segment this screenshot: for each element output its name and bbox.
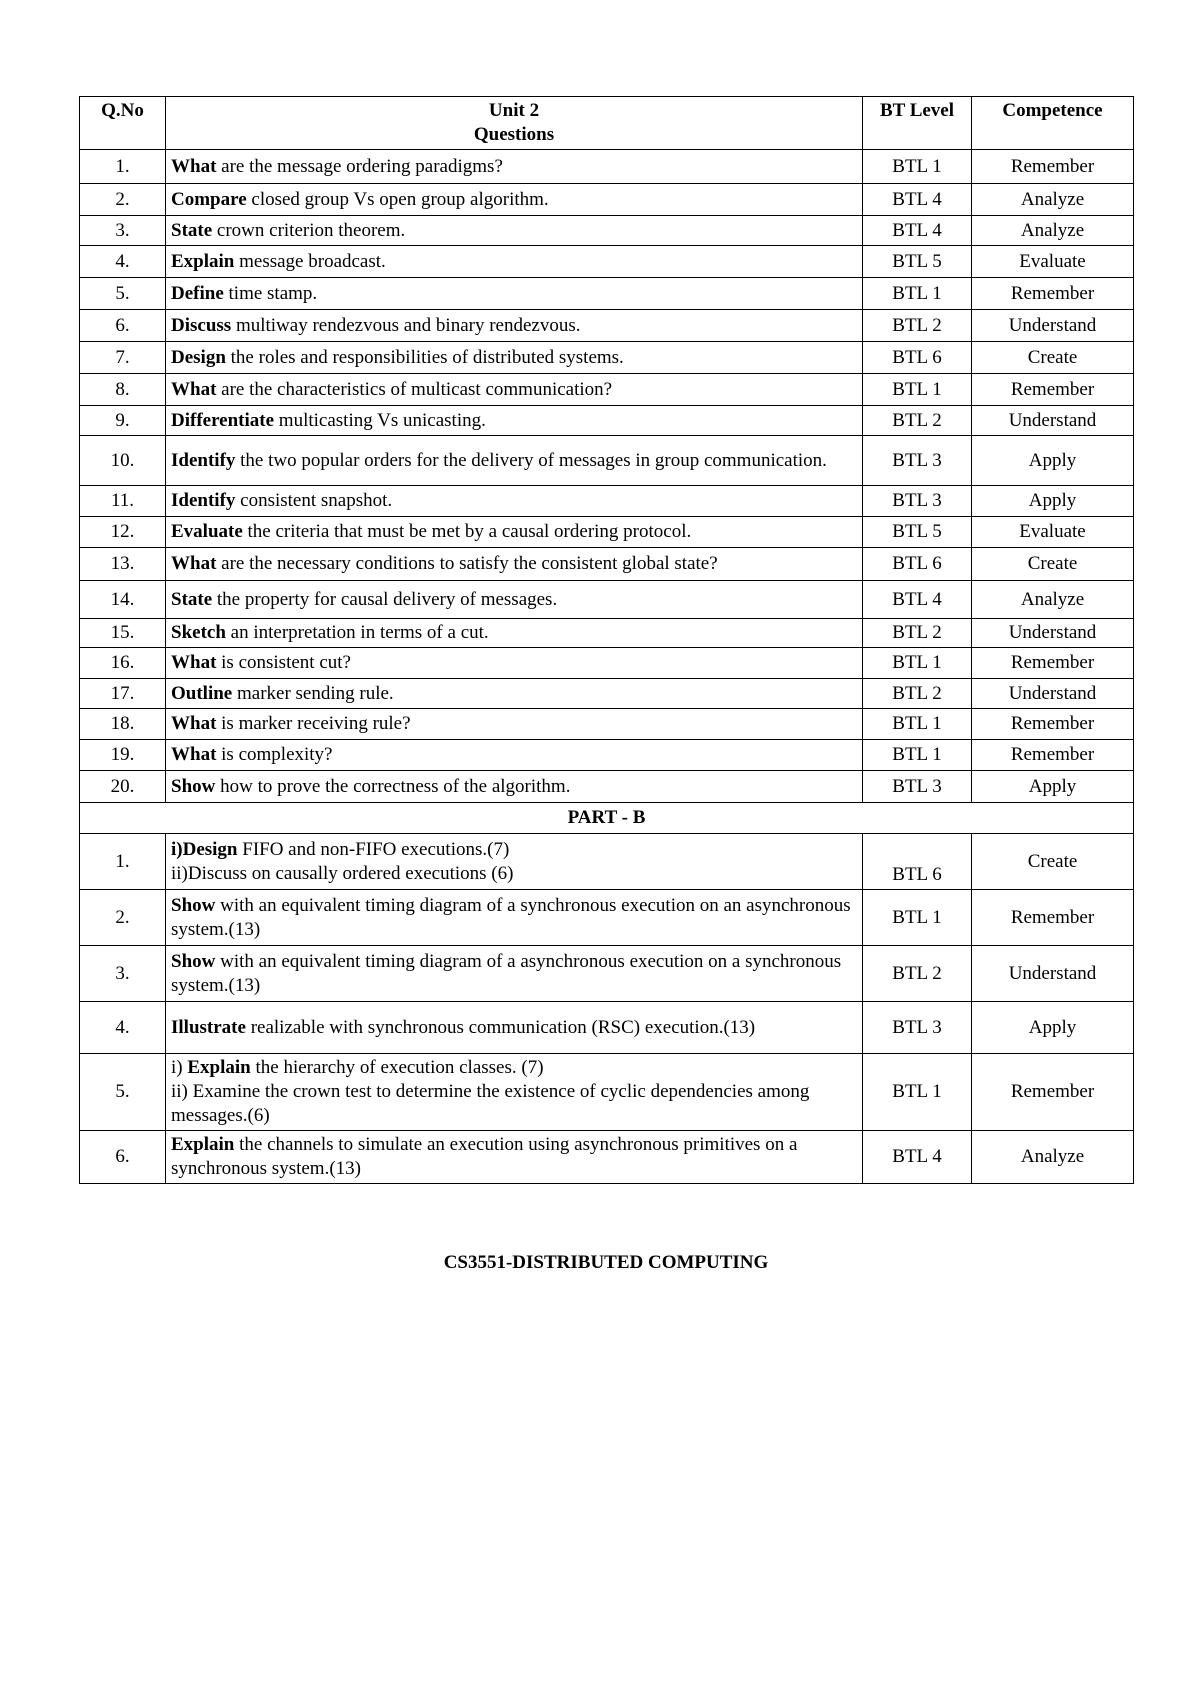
question-body: ii) Examine the crown test to determine the existence of cyclic dependencies among messages.(6)	[171, 1081, 810, 1126]
question-body: message broadcast.	[234, 250, 386, 272]
question-verb: What	[171, 155, 217, 177]
question-number: 6.	[80, 310, 166, 342]
question-number: 12.	[80, 517, 166, 548]
bt-level: BTL 5	[863, 517, 972, 548]
bt-level: BTL 6	[863, 834, 972, 890]
question-verb: Identify	[171, 490, 236, 511]
question-text	[166, 517, 863, 548]
bt-level: BTL 3	[863, 486, 972, 517]
question-text	[166, 1131, 863, 1184]
question-verb: Outline	[171, 682, 233, 704]
table-header-row	[80, 97, 1134, 150]
bt-level: BTL 1	[863, 740, 972, 771]
table-row	[80, 1054, 1134, 1131]
question-body: marker sending rule.	[232, 682, 394, 704]
question-number: 17.	[80, 679, 166, 709]
question-text	[166, 771, 863, 803]
question-text	[166, 740, 863, 771]
table-row	[80, 740, 1134, 771]
question-verb: Explain	[171, 1134, 235, 1155]
question-text	[166, 486, 863, 517]
table-row	[80, 548, 1134, 581]
question-body: the property for causal delivery of messages.	[212, 588, 558, 610]
competence: Analyze	[972, 581, 1134, 619]
table-row	[80, 581, 1134, 619]
question-number: 15.	[80, 619, 166, 648]
bt-level: BTL 2	[863, 619, 972, 648]
question-text	[166, 709, 863, 740]
question-prefix: i)	[171, 1057, 188, 1078]
table-row	[80, 619, 1134, 648]
competence: Apply	[972, 771, 1134, 803]
question-verb: What	[171, 553, 217, 574]
question-number: 9.	[80, 406, 166, 436]
table-row	[80, 517, 1134, 548]
question-number: 2.	[80, 890, 166, 946]
question-number: 5.	[80, 278, 166, 310]
question-text	[166, 648, 863, 679]
question-number: 6.	[80, 1131, 166, 1184]
question-text	[166, 581, 863, 619]
question-text	[166, 548, 863, 581]
competence: Understand	[972, 946, 1134, 1002]
table-row	[80, 216, 1134, 246]
question-body: realizable with synchronous communication (RSC) execution.(13)	[245, 1016, 756, 1038]
table-row	[80, 150, 1134, 184]
competence: Understand	[972, 679, 1134, 709]
question-verb: i)Design	[171, 838, 238, 860]
bt-level: BTL 2	[863, 406, 972, 436]
question-number: 1.	[80, 834, 166, 890]
question-verb: What	[171, 713, 217, 734]
table-row	[80, 834, 1134, 890]
question-text	[166, 619, 863, 648]
table-row	[80, 679, 1134, 709]
question-body: the criteria that must be met by a causal ordering protocol.	[242, 521, 692, 542]
question-body: multicasting Vs unicasting.	[274, 409, 486, 431]
question-body: crown criterion theorem.	[212, 219, 406, 241]
competence: Remember	[972, 709, 1134, 740]
part-a-body	[80, 150, 1134, 803]
competence: Remember	[972, 278, 1134, 310]
competence: Analyze	[972, 216, 1134, 246]
question-number: 8.	[80, 374, 166, 406]
question-text	[166, 216, 863, 246]
table-row	[80, 771, 1134, 803]
bt-level: BTL 1	[863, 374, 972, 406]
table-row	[80, 436, 1134, 486]
question-text	[166, 1054, 863, 1131]
question-verb: Identify	[171, 449, 236, 471]
part-b-body	[80, 834, 1134, 1184]
question-text	[166, 406, 863, 436]
question-text	[166, 890, 863, 946]
bt-level: BTL 1	[863, 278, 972, 310]
question-verb: Show	[171, 894, 216, 916]
question-number: 5.	[80, 1054, 166, 1131]
bt-level: BTL 6	[863, 548, 972, 581]
bt-level: BTL 3	[863, 436, 972, 486]
question-verb: Define	[171, 282, 224, 304]
question-verb: Illustrate	[171, 1016, 246, 1038]
table-row	[80, 1131, 1134, 1184]
question-text	[166, 184, 863, 216]
question-number: 14.	[80, 581, 166, 619]
bt-level: BTL 4	[863, 216, 972, 246]
question-text	[166, 342, 863, 374]
header-qno: Q.No	[80, 97, 166, 150]
bt-level: BTL 1	[863, 150, 972, 184]
question-verb: Discuss	[171, 314, 232, 336]
question-body: the roles and responsibilities of distributed systems.	[225, 346, 624, 368]
question-verb: What	[171, 378, 217, 400]
competence: Remember	[972, 1054, 1134, 1131]
bt-level: BTL 4	[863, 581, 972, 619]
question-body: time stamp.	[223, 282, 318, 304]
question-number: 13.	[80, 548, 166, 581]
question-body: are the message ordering paradigms?	[216, 155, 503, 177]
question-number: 10.	[80, 436, 166, 486]
question-body: is consistent cut?	[216, 652, 351, 673]
question-text	[166, 436, 863, 486]
question-body: with an equivalent timing diagram of a synchronous execution on an asynchronous system.(13)	[171, 894, 851, 940]
bt-level: BTL 4	[863, 184, 972, 216]
bt-level: BTL 3	[863, 1002, 972, 1054]
competence: Apply	[972, 486, 1134, 517]
question-number: 7.	[80, 342, 166, 374]
table-row	[80, 1002, 1134, 1054]
table-row	[80, 406, 1134, 436]
competence: Remember	[972, 150, 1134, 184]
bt-level: BTL 4	[863, 1131, 972, 1184]
bt-level: BTL 5	[863, 246, 972, 278]
question-verb: Explain	[171, 250, 235, 272]
question-body: multiway rendezvous and binary rendezvous.	[231, 314, 581, 336]
competence: Remember	[972, 648, 1134, 679]
question-number: 18.	[80, 709, 166, 740]
competence: Analyze	[972, 184, 1134, 216]
bt-level: BTL 6	[863, 342, 972, 374]
question-verb: Compare	[171, 188, 247, 210]
question-body: the channels to simulate an execution using asynchronous primitives on a synchronous system.(13)	[171, 1134, 798, 1179]
bt-level: BTL 1	[863, 1054, 972, 1131]
question-number: 4.	[80, 1002, 166, 1054]
question-text	[166, 946, 863, 1002]
bt-level: BTL 2	[863, 679, 972, 709]
question-body: is complexity?	[216, 744, 333, 765]
header-unit: Unit 2	[488, 100, 540, 121]
competence: Remember	[972, 890, 1134, 946]
question-text	[166, 679, 863, 709]
question-body: the two popular orders for the delivery of messages in group communication.	[235, 449, 827, 471]
question-number: 1.	[80, 150, 166, 184]
competence: Evaluate	[972, 246, 1134, 278]
question-verb: Evaluate	[171, 521, 243, 542]
table-row	[80, 486, 1134, 517]
question-text	[166, 834, 863, 890]
question-body: FIFO and non-FIFO executions.(7)	[237, 838, 510, 860]
bt-level: BTL 2	[863, 310, 972, 342]
table-row	[80, 184, 1134, 216]
question-verb: Show	[171, 775, 216, 797]
header-competence: Competence	[972, 97, 1134, 150]
table-row	[80, 310, 1134, 342]
competence: Analyze	[972, 1131, 1134, 1184]
question-verb: What	[171, 652, 217, 673]
competence: Evaluate	[972, 517, 1134, 548]
question-body: consistent snapshot.	[235, 490, 393, 511]
question-verb: Explain	[187, 1057, 251, 1078]
question-verb: Sketch	[171, 622, 226, 643]
question-body: with an equivalent timing diagram of a asynchronous execution on a synchronous system.(13)	[171, 950, 842, 996]
header-bt-level: BT Level	[863, 97, 972, 150]
part-b-section	[80, 803, 1134, 834]
competence: Create	[972, 548, 1134, 581]
competence: Remember	[972, 740, 1134, 771]
table-row	[80, 946, 1134, 1002]
bt-level: BTL 1	[863, 709, 972, 740]
question-text	[166, 278, 863, 310]
bt-level: BTL 2	[863, 946, 972, 1002]
table-row	[80, 374, 1134, 406]
question-number: 16.	[80, 648, 166, 679]
table-row	[80, 648, 1134, 679]
competence: Understand	[972, 406, 1134, 436]
question-verb: Show	[171, 950, 216, 972]
table-row	[80, 278, 1134, 310]
header-questions-label: Questions	[473, 124, 555, 145]
question-number: 4.	[80, 246, 166, 278]
question-number: 11.	[80, 486, 166, 517]
bt-level: BTL 1	[863, 890, 972, 946]
course-footer: CS3551-DISTRIBUTED COMPUTING	[443, 1252, 769, 1273]
bt-level: BTL 1	[863, 648, 972, 679]
question-text	[166, 310, 863, 342]
table-row	[80, 890, 1134, 946]
header-questions	[166, 97, 863, 150]
question-body: are the necessary conditions to satisfy the consistent global state?	[216, 553, 718, 574]
competence: Remember	[972, 374, 1134, 406]
question-body: closed group Vs open group algorithm.	[246, 188, 549, 210]
question-bank-table	[79, 96, 1134, 1184]
question-text	[166, 246, 863, 278]
question-number: 2.	[80, 184, 166, 216]
question-body: ii)Discuss on causally ordered executions (6)	[171, 862, 514, 884]
question-body: how to prove the correctness of the algorithm.	[215, 775, 571, 797]
question-body: the hierarchy of execution classes. (7)	[250, 1057, 544, 1078]
question-verb: What	[171, 744, 217, 765]
question-number: 20.	[80, 771, 166, 803]
competence: Create	[972, 834, 1134, 890]
part-b-title: PART - B	[80, 803, 1134, 834]
question-number: 3.	[80, 946, 166, 1002]
question-verb: State	[171, 588, 213, 610]
question-verb: Differentiate	[171, 409, 275, 431]
competence: Understand	[972, 619, 1134, 648]
competence: Apply	[972, 436, 1134, 486]
question-verb: State	[171, 219, 213, 241]
part-b-title-row	[80, 803, 1134, 834]
question-text	[166, 150, 863, 184]
question-body: an interpretation in terms of a cut.	[225, 622, 489, 643]
competence: Understand	[972, 310, 1134, 342]
question-body: is marker receiving rule?	[216, 713, 411, 734]
table-row	[80, 342, 1134, 374]
question-body: are the characteristics of multicast communication?	[216, 378, 613, 400]
competence: Apply	[972, 1002, 1134, 1054]
question-text	[166, 1002, 863, 1054]
table-row	[80, 709, 1134, 740]
bt-level: BTL 3	[863, 771, 972, 803]
table-row	[80, 246, 1134, 278]
question-number: 19.	[80, 740, 166, 771]
question-verb: Design	[171, 346, 226, 368]
question-number: 3.	[80, 216, 166, 246]
competence: Create	[972, 342, 1134, 374]
question-text	[166, 374, 863, 406]
